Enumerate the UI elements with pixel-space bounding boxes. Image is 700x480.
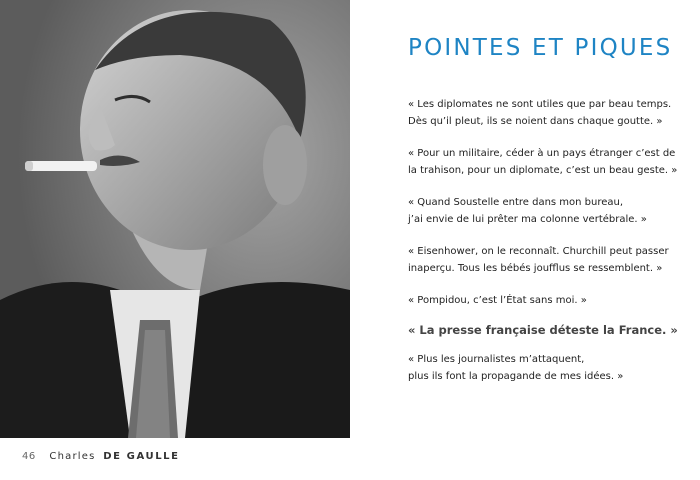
page-number: 46 [22, 451, 36, 462]
quote-7: « Plus les journalistes m’attaquent, plus ils font la propagande de mes idées. » [408, 354, 624, 382]
footer-first-name: Charles [49, 451, 96, 462]
quote-3: « Quand Soustelle entre dans mon bureau, j’ai envie de lui prêter ma colonne vertébrale. » [408, 197, 647, 225]
portrait-photo [0, 0, 350, 438]
portrait-illustration [0, 0, 350, 438]
quote-highlight: « La presse française déteste la France. » [408, 323, 678, 337]
page-footer [22, 451, 180, 462]
page-title: POINTES ET PIQUES [408, 35, 673, 61]
quotes-list [408, 96, 688, 385]
quote-4: « Eisenhower, on le reconnaît. Churchill peut passer inaperçu. Tous les bébés joufflus se ressemblent. » [408, 246, 669, 274]
quote-1: « Les diplomates ne sont utiles que par beau temps. Dès qu’il pleut, ils se noient dans chaque goutte. » [408, 99, 672, 127]
quote-5: « Pompidou, c’est l’État sans moi. » [408, 295, 587, 306]
footer-last-name: DE GAULLE [103, 451, 180, 462]
quote-2: « Pour un militaire, céder à un pays étranger c’est de la trahison, pour un diplomate, c’est un beau geste. » [408, 148, 678, 176]
